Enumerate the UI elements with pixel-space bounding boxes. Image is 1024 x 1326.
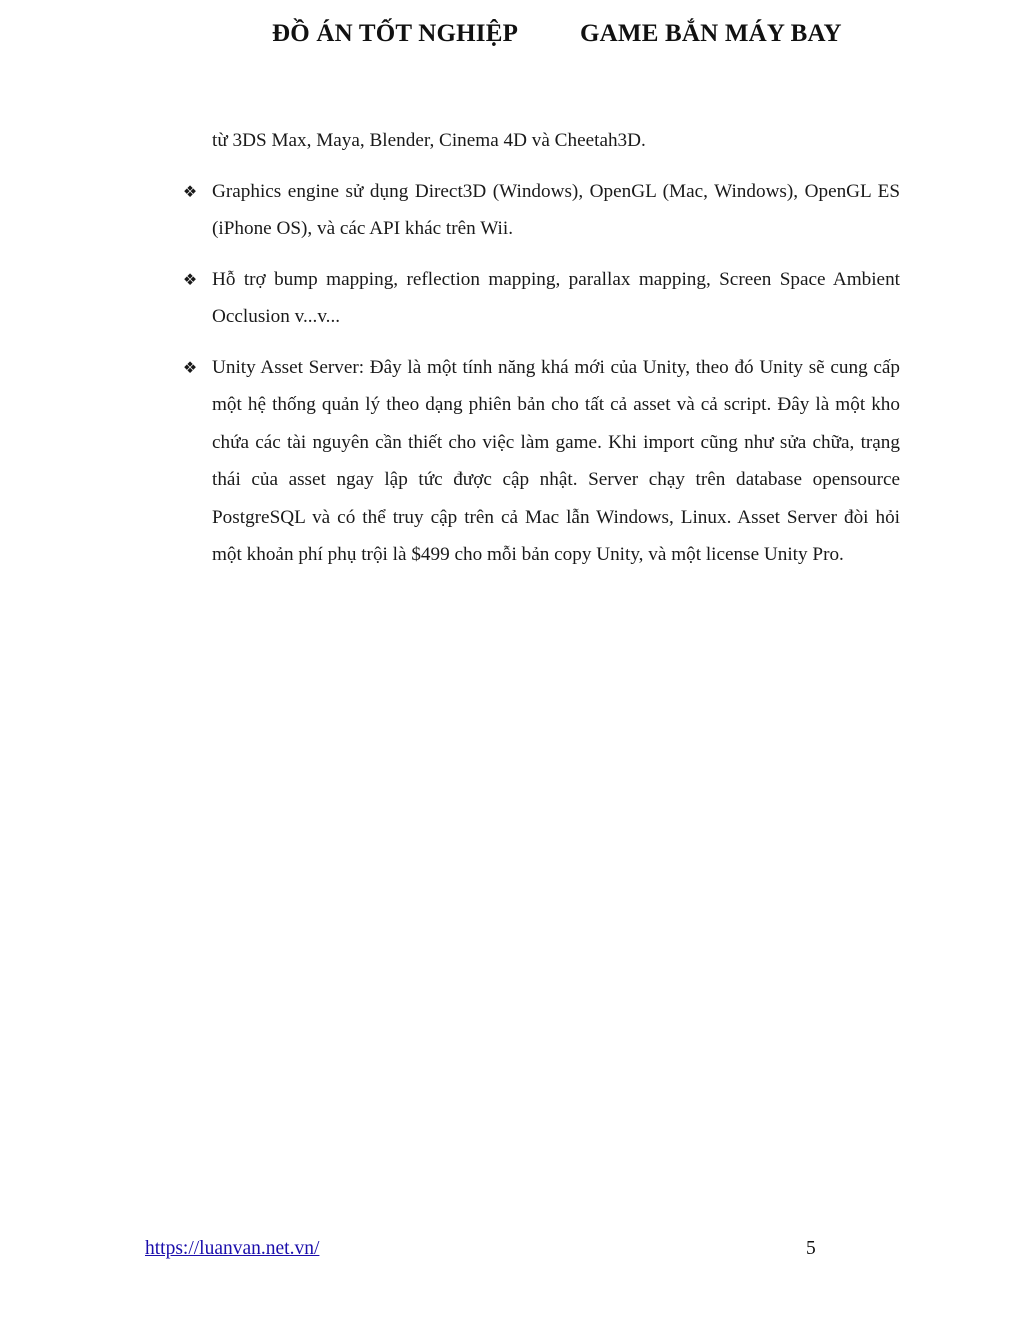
bullet-text: Unity Asset Server: Đây là một tính năng khá mới của Unity, theo đó Unity sẽ cung cấp một hệ thống quản lý theo dạng phiên bản cho tất cả asset và cả script. Đây là một kho chứa các tài nguyên cần thiết cho việc làm game. Khi import cũng như sửa chữa, trạng thái của asset ngay lập tức được cập nhật. Server chạy trên database opensource PostgreSQL và có thể truy cập trên cả Mac lẫn Windows, Linux. Asset Server đòi hỏi một khoản phí phụ trội là $499 cho mỗi bản copy Unity, và một license Unity Pro. — [212, 356, 900, 565]
page-header — [0, 20, 1024, 56]
bullet-text: Graphics engine sử dụng Direct3D (Windows), OpenGL (Mac, Windows), OpenGL ES (iPhone OS), và các API khác trên Wii. — [212, 180, 900, 239]
page-footer — [0, 1238, 1024, 1268]
document-title: ĐỒ ÁN TỐT NGHIỆP — [272, 20, 519, 47]
bullet-item — [180, 349, 900, 574]
bullet-item — [180, 173, 900, 248]
continuation-paragraph: từ 3DS Max, Maya, Blender, Cinema 4D và Cheetah3D. — [212, 130, 646, 151]
diamond-bullet-icon: ❖ — [182, 269, 198, 289]
body-content — [180, 122, 900, 587]
bullet-text: Hỗ trợ bump mapping, reflection mapping, parallax mapping, Screen Space Ambient Occlusion v...v... — [212, 268, 900, 327]
diamond-bullet-icon: ❖ — [182, 357, 198, 377]
source-link[interactable]: https://luanvan.net.vn/ — [145, 1238, 320, 1259]
bullet-item — [180, 261, 900, 336]
project-title: GAME BẮN MÁY BAY — [580, 20, 842, 47]
diamond-bullet-icon: ❖ — [182, 181, 198, 201]
page-number: 5 — [806, 1238, 816, 1259]
